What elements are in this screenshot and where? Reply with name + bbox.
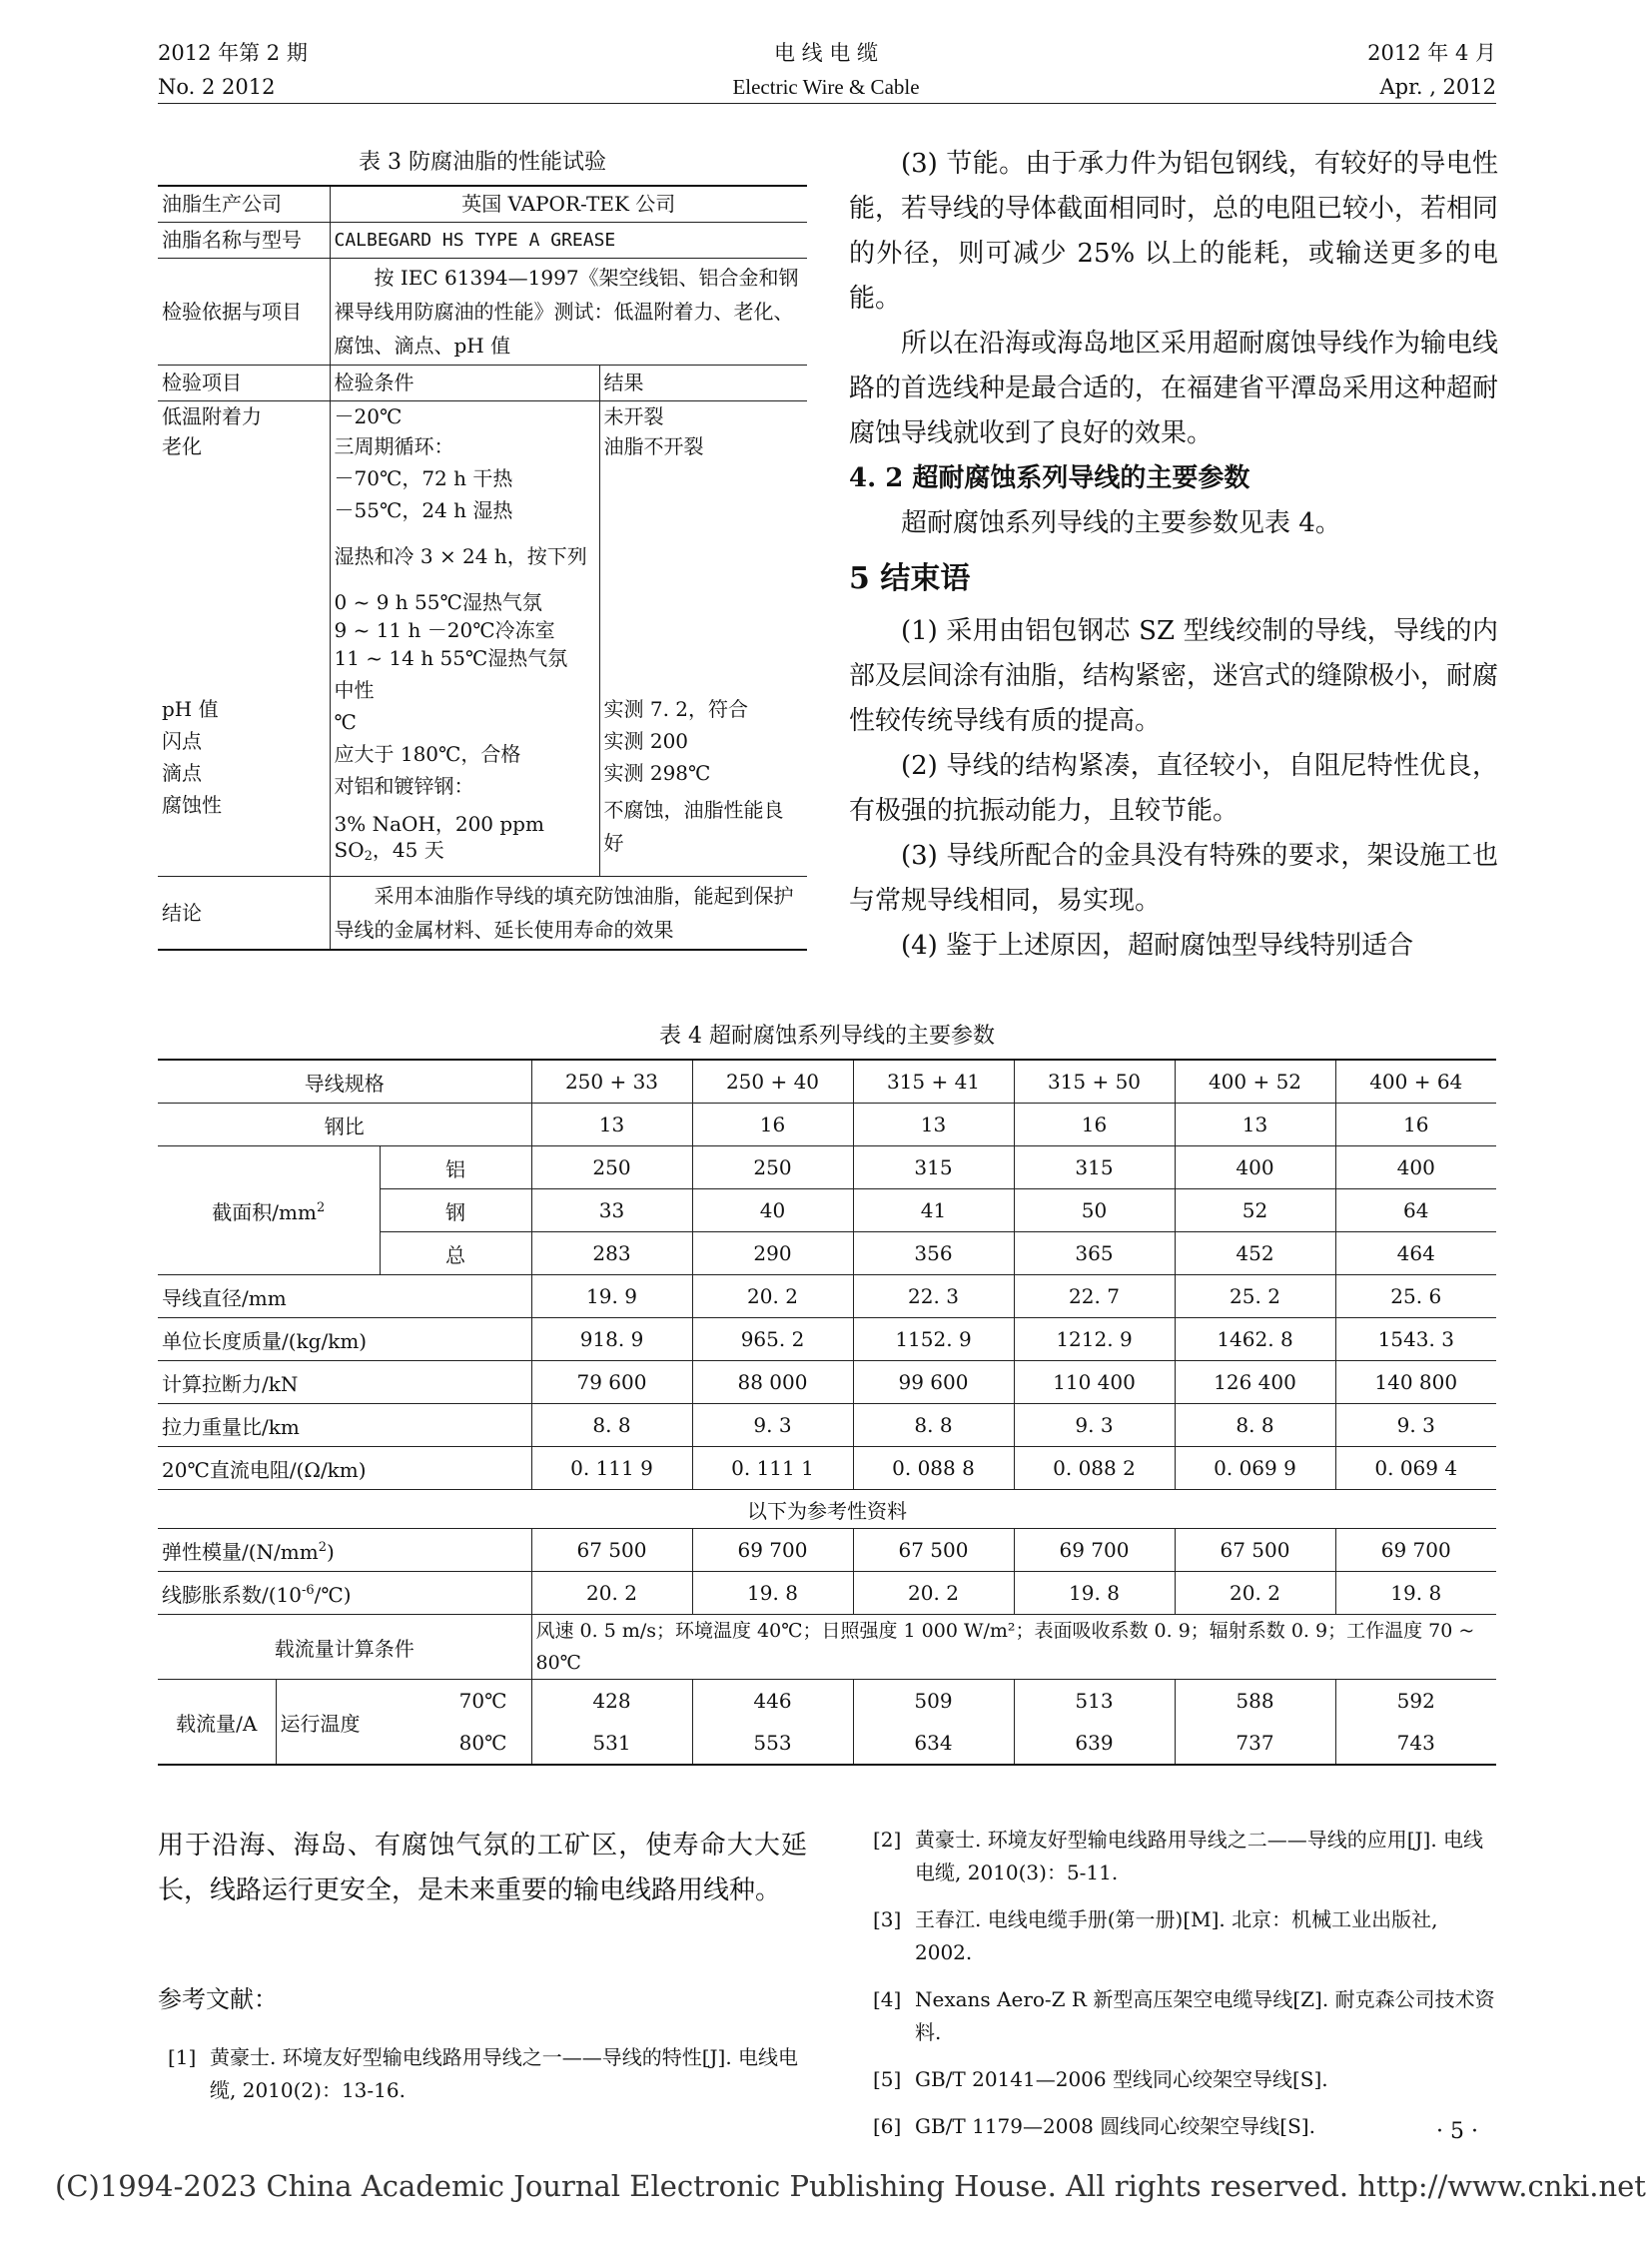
t4-cell: 69 700	[692, 1529, 853, 1572]
t4-row-mod	[158, 1529, 1496, 1572]
t4-cond-label: 载流量计算条件	[158, 1615, 531, 1680]
t3-basis-value: 按 IEC 61394—1997《架空线铝、铝合金和钢裸导线用防腐油的性能》测试：低温附着力、老化、腐蚀、滴点、pH 值	[330, 259, 807, 366]
t4-cell: 250	[692, 1146, 853, 1189]
t3-aging-cond-6: 9 ~ 11 h －20℃冷冻室	[334, 618, 555, 642]
reference-item: [6] GB/T 1179—2008 圆线同心绞架空导线[S].	[873, 2114, 1315, 2138]
t4-ref-header: 以下为参考性资料	[158, 1490, 1496, 1529]
t4-mass-label: 单位长度质量/(kg/km)	[158, 1318, 531, 1361]
t4-cell: 52	[1175, 1189, 1335, 1232]
t4-cell: 22. 7	[1014, 1275, 1175, 1318]
t4-cell: 67 500	[1175, 1529, 1335, 1572]
t4-cell: 743	[1335, 1722, 1496, 1765]
t3-name-value: CALBEGARD HS TYPE A GREASE	[330, 223, 807, 259]
t4-cell: 290	[692, 1232, 853, 1275]
t3-col-result: 结果	[599, 366, 807, 401]
t4-cell: 315	[1014, 1146, 1175, 1189]
t4-cell: 315 + 50	[1014, 1060, 1175, 1104]
table3	[158, 185, 807, 951]
table4	[158, 1059, 1496, 1766]
para-coastal-use: 所以在沿海或海岛地区采用超耐腐蚀导线作为输电线路的首选线种是最合适的，在福建省平潭岛采用这种超耐腐蚀导线就收到了良好的效果。	[849, 329, 1499, 448]
t4-cell: 634	[853, 1722, 1014, 1765]
t4-cell: 0. 088 2	[1014, 1447, 1175, 1490]
t4-rts-label: 计算拉断力/kN	[158, 1361, 531, 1404]
t3-aging-cond-4: 湿热和冷 3 × 24 h，按下列	[334, 544, 587, 568]
t4-cell: 250	[531, 1146, 692, 1189]
t4-res-label: 20℃直流电阻/(Ω/km)	[158, 1447, 531, 1490]
t4-cell: 13	[1175, 1104, 1335, 1146]
t4-cell: 88 000	[692, 1361, 853, 1404]
t4-cell: 918. 9	[531, 1318, 692, 1361]
t4-total-label: 总	[380, 1232, 531, 1275]
t4-cell: 20. 2	[1175, 1572, 1335, 1615]
t4-amp-label: 载流量/A	[158, 1680, 276, 1766]
t4-cell: 400	[1175, 1146, 1335, 1189]
t4-cell: 20. 2	[853, 1572, 1014, 1615]
t3-corr-cond-2: 3% NaOH，200 ppm	[334, 812, 544, 836]
t3-col-cond: 检验条件	[330, 366, 599, 401]
t4-cell: 737	[1175, 1722, 1335, 1765]
references-left	[168, 2041, 807, 2121]
reference-item: [5] GB/T 20141—2006 型线同心绞架空导线[S].	[873, 2067, 1328, 2091]
t4-cell: 250 + 40	[692, 1060, 853, 1104]
t4-cell: 400	[1335, 1146, 1496, 1189]
t4-cell: 25. 2	[1175, 1275, 1335, 1318]
t3-col-item: 检验项目	[158, 366, 330, 401]
t4-cell: 1543. 3	[1335, 1318, 1496, 1361]
t4-cell: 16	[1335, 1104, 1496, 1146]
t4-row-al	[158, 1146, 1496, 1189]
t4-cell: 428	[531, 1680, 692, 1723]
t4-cell: 250 + 33	[531, 1060, 692, 1104]
t3-basis-label: 检验依据与项目	[158, 259, 330, 366]
t4-row-rts	[158, 1361, 1496, 1404]
para-conclusion-1: (1) 采用由铝包钢芯 SZ 型线绞制的导线，导线的内部及层间涂有油脂，结构紧密，迷宫式的缝隙极小，耐腐性较传统导线有质的提高。	[849, 616, 1499, 736]
t4-cell: 0. 088 8	[853, 1447, 1014, 1490]
t4-cell: 13	[853, 1104, 1014, 1146]
right-column-text	[849, 142, 1498, 969]
t4-cell: 553	[692, 1722, 853, 1765]
t4-cell: 16	[1014, 1104, 1175, 1146]
t3-drop-label: 滴点	[162, 761, 202, 785]
t4-cell: 0. 111 9	[531, 1447, 692, 1490]
t4-cell: 79 600	[531, 1361, 692, 1404]
t4-al-label: 铝	[380, 1146, 531, 1189]
t4-cell: 531	[531, 1722, 692, 1765]
t3-ph-label: pH 值	[162, 697, 219, 721]
t4-cell: 8. 8	[853, 1404, 1014, 1447]
t4-cell: 8. 8	[531, 1404, 692, 1447]
t3-aging-cond-3: －55℃，24 h 湿热	[334, 498, 513, 522]
t4-cell: 67 500	[853, 1529, 1014, 1572]
date-cn: 2012 年 4 月	[1367, 41, 1496, 65]
t3-aging-result: 油脂不开裂	[603, 434, 704, 458]
t4-row-steel-ratio	[158, 1104, 1496, 1146]
t4-cell: 315	[853, 1146, 1014, 1189]
t3-aging-cond-1: 三周期循环：	[334, 434, 454, 458]
t4-cell: 19. 8	[692, 1572, 853, 1615]
t3-conclusion-label: 结论	[158, 877, 330, 951]
t4-row-mass	[158, 1318, 1496, 1361]
t4-cell: 365	[1014, 1232, 1175, 1275]
issue-en: No. 2 2012	[158, 75, 276, 99]
t4-cell: 40	[692, 1189, 853, 1232]
t4-spec-label: 导线规格	[158, 1060, 531, 1104]
t4-cell: 69 700	[1335, 1529, 1496, 1572]
t4-cell: 20. 2	[692, 1275, 853, 1318]
journal-en: Electric Wire & Cable	[732, 75, 920, 99]
reference-item: [3] 王春江. 电线电缆手册(第一册)[M]. 北京：机械工业出版社, 2002.	[873, 1907, 1438, 1964]
t4-cell: 140 800	[1335, 1361, 1496, 1404]
t4-cell: 25. 6	[1335, 1275, 1496, 1318]
t3-corr-label: 腐蚀性	[162, 793, 222, 817]
t4-cell: 0. 069 4	[1335, 1447, 1496, 1490]
t3-row-results	[599, 401, 807, 877]
t3-flash-result: 实测 200	[603, 729, 689, 753]
t3-corr-cond-1: 对铝和镀锌钢：	[334, 774, 474, 798]
t4-cell: 400 + 64	[1335, 1060, 1496, 1104]
t3-low-temp-label: 低温附着力	[162, 404, 262, 428]
t4-cell: 464	[1335, 1232, 1496, 1275]
t4-cell: 315 + 41	[853, 1060, 1014, 1104]
t3-flash-cond: ℃	[334, 710, 357, 734]
t4-cell: 41	[853, 1189, 1014, 1232]
t4-row-exp	[158, 1572, 1496, 1615]
t3-drop-result: 实测 298℃	[603, 761, 711, 785]
t4-cell: 592	[1335, 1680, 1496, 1723]
t4-area-label: 截面积$/mm^2$	[158, 1146, 380, 1275]
t4-t70: 70℃	[380, 1680, 531, 1723]
t4-cell: 19. 8	[1014, 1572, 1175, 1615]
t4-dia-label: 导线直径/mm	[158, 1275, 531, 1318]
t4-cell: 126 400	[1175, 1361, 1335, 1404]
t4-row-dia	[158, 1275, 1496, 1318]
t4-row-cond	[158, 1615, 1496, 1680]
t3-corr-result: 不腐蚀，油脂性能良好	[603, 798, 784, 855]
t4-exp-label: 线膨胀系数$/(10^{-6}/℃)$	[158, 1572, 531, 1615]
t3-low-temp-result: 未开裂	[603, 404, 664, 428]
para-see-table4: 超耐腐蚀系列导线的主要参数见表 4。	[901, 508, 1341, 538]
t3-row-items	[158, 401, 330, 877]
para-conclusion-2: (2) 导线的结构紧凑，直径较小，自阻尼特性优良，有极强的抗振动能力，且较节能。	[849, 751, 1498, 826]
t4-cell: 99 600	[853, 1361, 1014, 1404]
t4-t80: 80℃	[380, 1722, 531, 1765]
t3-flash-label: 闪点	[162, 729, 202, 753]
t3-aging-cond-2: －70℃，72 h 干热	[334, 466, 513, 490]
t4-cell: 452	[1175, 1232, 1335, 1275]
t4-cell: 69 700	[1014, 1529, 1175, 1572]
copyright-footer: (C)1994-2023 China Academic Journal Electronic Publishing House. All rights reserved. http://www.cnki.net	[55, 2169, 1646, 2203]
para-conclusion-4: (4) 鉴于上述原因，超耐腐蚀型导线特别适合	[901, 931, 1414, 961]
t4-cell: 588	[1175, 1680, 1335, 1723]
t4-cell: 50	[1014, 1189, 1175, 1232]
t4-cell: 509	[853, 1680, 1014, 1723]
t4-steel-ratio-label: 钢比	[158, 1104, 531, 1146]
t4-cell: 110 400	[1014, 1361, 1175, 1404]
t4-cell: 639	[1014, 1722, 1175, 1765]
t3-ph-cond: 中性	[334, 678, 375, 702]
t3-company-label: 油脂生产公司	[158, 186, 330, 223]
t4-cell: 9. 3	[692, 1404, 853, 1447]
section-5-heading: 5 结束语	[849, 561, 971, 596]
t4-cell: 446	[692, 1680, 853, 1723]
issue-cn: 2012 年第 2 期	[158, 41, 308, 65]
references-right	[873, 1824, 1496, 2157]
t4-cell: 19. 9	[531, 1275, 692, 1318]
t4-cell: 356	[853, 1232, 1014, 1275]
t4-cell: 9. 3	[1014, 1404, 1175, 1447]
reference-item: [1] 黄豪士. 环境友好型输电线路用导线之一——导线的特性[J]. 电线电缆, 2010(2)：13-16.	[168, 2045, 799, 2102]
t4-row-ref-header	[158, 1490, 1496, 1529]
t4-cell: 13	[531, 1104, 692, 1146]
t4-cell: 283	[531, 1232, 692, 1275]
t4-cell: 1152. 9	[853, 1318, 1014, 1361]
t4-cond-value: 风速 0. 5 m/s；环境温度 40℃；日照强度 1 000 W/m²；表面吸收系数 0. 9；辐射系数 0. 9；工作温度 70 ~ 80℃	[531, 1615, 1496, 1680]
t3-corr-cond-3: $SO_2$，45 天	[334, 838, 444, 864]
t4-op-temp-label: 运行温度	[276, 1680, 380, 1766]
t4-row-res	[158, 1447, 1496, 1490]
t4-cell: 67 500	[531, 1529, 692, 1572]
para-energy-saving: (3) 节能。由于承力件为铝包钢线，有较好的导电性能，若导线的导体截面相同时，总的电阻已较小，若相同的外径，则可减少 25% 以上的能耗，或输送更多的电能。	[849, 149, 1499, 314]
t3-aging-cond-5: 0 ~ 9 h 55℃湿热气氛	[334, 590, 542, 614]
t4-cell: 1462. 8	[1175, 1318, 1335, 1361]
t4-row-tw	[158, 1404, 1496, 1447]
references-heading: 参考文献：	[158, 1985, 278, 2013]
t3-row-conditions	[330, 401, 599, 877]
t4-cell: 16	[692, 1104, 853, 1146]
t3-aging-cond-7: 11 ~ 14 h 55℃湿热气氛	[334, 646, 568, 670]
t4-cell: 0. 111 1	[692, 1447, 853, 1490]
t3-name-label: 油脂名称与型号	[158, 223, 330, 259]
t3-aging-label: 老化	[162, 434, 202, 458]
page-number: · 5 ·	[1436, 2119, 1478, 2144]
table3-caption: 表 3 防腐油脂的性能试验	[359, 150, 606, 175]
t4-tw-label: 拉力重量比/km	[158, 1404, 531, 1447]
t4-cell: 19. 8	[1335, 1572, 1496, 1615]
t4-cell: 965. 2	[692, 1318, 853, 1361]
para-conclusion-3: (3) 导线所配合的金具没有特殊的要求，架设施工也与常规导线相同，易实现。	[849, 841, 1498, 916]
section-4-2-heading: 4. 2 超耐腐蚀系列导线的主要参数	[849, 463, 1250, 493]
reference-item: [2] 黄豪士. 环境友好型输电线路用导线之二——导线的应用[J]. 电线电缆, 2010(3)：5-11.	[873, 1828, 1484, 1884]
t3-low-temp-cond: －20℃	[334, 404, 403, 428]
t4-row-spec	[158, 1060, 1496, 1104]
t4-mod-label: 弹性模量$/(N/mm^2)$	[158, 1529, 531, 1572]
t4-row-amp70	[158, 1680, 1496, 1723]
bottom-paragraph: 用于沿海、海岛、有腐蚀气氛的工矿区，使寿命大大延长，线路运行更安全，是未来重要的输电线路用线种。	[158, 1831, 807, 1905]
reference-item: [4] Nexans Aero-Z R 新型高压架空电缆导线[Z]. 耐克森公司技术资料.	[873, 1987, 1495, 2044]
t4-cell: 0. 069 9	[1175, 1447, 1335, 1490]
t4-cell: 9. 3	[1335, 1404, 1496, 1447]
t4-cell: 8. 8	[1175, 1404, 1335, 1447]
t4-cell: 20. 2	[531, 1572, 692, 1615]
table4-caption: 表 4 超耐腐蚀系列导线的主要参数	[659, 1024, 995, 1049]
t4-cell: 33	[531, 1189, 692, 1232]
journal-cn: 电 线 电 缆	[773, 41, 879, 65]
t4-cell: 64	[1335, 1189, 1496, 1232]
t4-cell: 513	[1014, 1680, 1175, 1723]
t3-conclusion-value: 采用本油脂作导线的填充防蚀油脂，能起到保护导线的金属材料、延长使用寿命的效果	[330, 877, 807, 951]
header-rule	[158, 103, 1496, 104]
t4-cell: 1212. 9	[1014, 1318, 1175, 1361]
t3-drop-cond: 应大于 180℃，合格	[334, 742, 521, 766]
t4-cell: 400 + 52	[1175, 1060, 1335, 1104]
t3-company-value: 英国 VAPOR-TEK 公司	[330, 186, 807, 223]
t3-ph-result: 实测 7. 2，符合	[603, 697, 749, 721]
t4-cell: 22. 3	[853, 1275, 1014, 1318]
t4-st-label: 钢	[380, 1189, 531, 1232]
date-en: Apr. , 2012	[1379, 75, 1496, 99]
